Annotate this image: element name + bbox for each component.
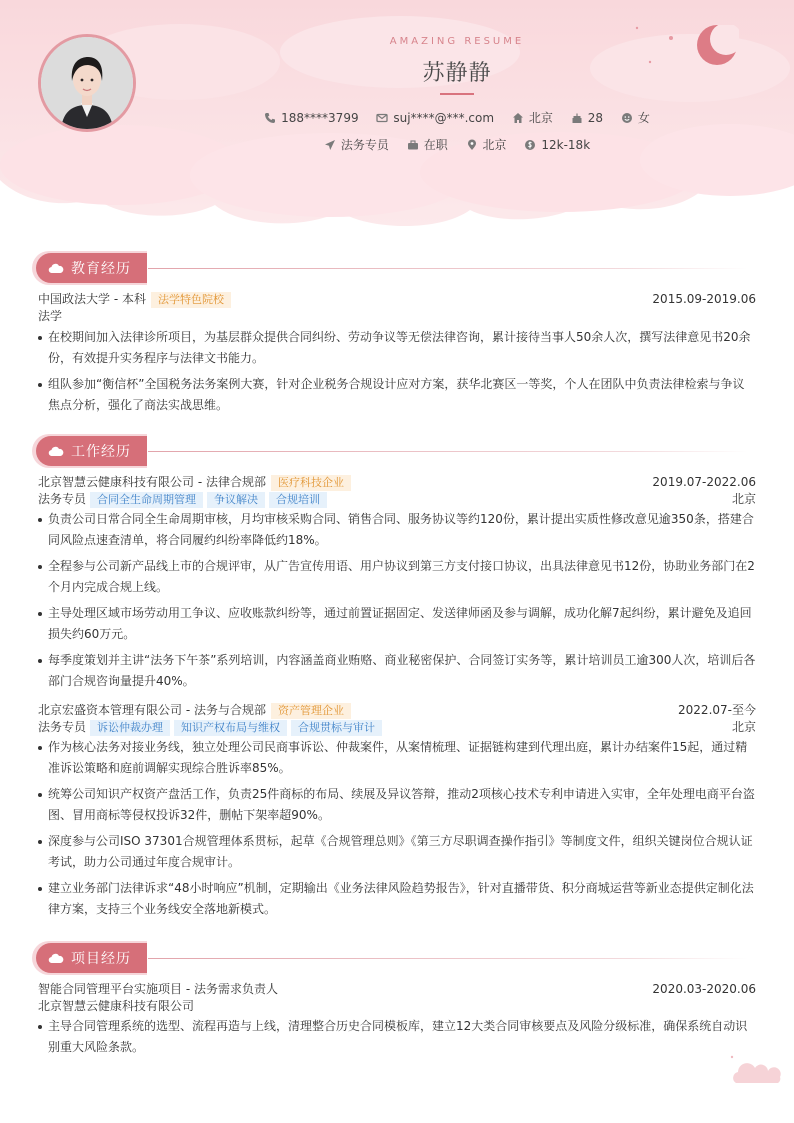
school-name: 中国政法大学 - 本科 [38, 292, 146, 306]
bullet-item: 主导合同管理系统的选型、流程再造与上线，清理整合历史合同模板库，建立12大类合同审核要点及风险分级标准，确保系统自动识别重大风险条款。 [38, 1016, 756, 1058]
resume-eyebrow: AMAZING RESUME [389, 36, 525, 47]
contact-email-text: suj****@***.com [393, 111, 495, 125]
section-pill [36, 943, 147, 973]
skill-tag: 合同全生命周期管理 [90, 492, 203, 508]
contact-gender [621, 109, 650, 126]
contact-phone [264, 111, 358, 125]
skill-tag: 知识产权布局与维权 [174, 720, 287, 736]
work-bullets [38, 509, 756, 692]
section-divider [148, 958, 748, 959]
name-underline [440, 93, 474, 95]
job-intent-row [0, 136, 794, 153]
project-org: 北京智慧云健康科技有限公司 [38, 999, 195, 1013]
school-tag: 法学特色院校 [151, 292, 231, 308]
bullet-item: 负责公司日常合同全生命周期审核，月均审核采购合同、销售合同、服务协议等约120份，累计提出实质性修改意见逾350条，搭建合同风险点速查清单，将合同履约纠纷率降低约18%。 [38, 509, 756, 551]
project-bullets [38, 1016, 756, 1058]
work-date: 2019.07-2022.06 [652, 475, 756, 489]
bullet-item: 深度参与公司ISO 37301合规管理体系贯标，起草《合规管理总则》《第三方尽职调查操作指引》等制度文件，组织关键岗位合规认证考试，助力公司通过年度合规审计。 [38, 831, 756, 873]
intent-salary [524, 138, 590, 152]
bullet-item: 组队参加“衡信杯”全国税务法务案例大赛，针对企业税务合规设计应对方案，获华北赛区一等奖，个人在团队中负责法律检索与争议焦点分析，强化了商法实战思维。 [38, 374, 756, 416]
cloud-decoration-icon [730, 1055, 786, 1087]
section-pill [36, 436, 147, 466]
intent-city-text: 北京 [482, 138, 507, 152]
work-date: 2022.07-至今 [678, 703, 756, 717]
skill-tag: 诉讼仲裁办理 [90, 720, 170, 736]
section-title: 工作经历 [71, 444, 131, 460]
bullet-item: 建立业务部门法律诉求“48小时响应”机制，定期输出《业务法律风险趋势报告》，针对直播带货、积分商城运营等新业态提供定制化法律方案，支持三个业务线安全落地新模式。 [38, 878, 756, 920]
section-title: 项目经历 [71, 951, 131, 967]
project-entry [38, 981, 756, 1058]
intent-city [466, 136, 507, 153]
work-role-row [38, 719, 756, 736]
bullet-item: 统筹公司知识产权资产盘活工作，负责25件商标的布局、续展及异议答辩，推动2项核心技术专利申请进入实审，全年处理电商平台盗图、冒用商标等侵权投诉32件，删帖下架率超90%。 [38, 784, 756, 826]
bullet-item: 主导处理区域市场劳动用工争议、应收账款纠纷等，通过前置证据固定、发送律师函及参与调解，成功化解7起纠纷，累计避免及追回损失约60万元。 [38, 603, 756, 645]
cloud-icon [48, 446, 64, 456]
cake-icon [571, 112, 583, 124]
cloud-icon [48, 263, 64, 273]
skill-tag: 合规贯标与审计 [291, 720, 382, 736]
home-icon [512, 112, 524, 124]
bullet-item: 在校期间加入法律诊所项目，为基层群众提供合同纠纷、劳动争议等无偿法律咨询，累计接待当事人50余人次，撰写法律意见书20余份，有效提升实务程序与法律文书能力。 [38, 327, 756, 369]
contact-city [512, 109, 553, 126]
contact-gender-text: 女 [637, 111, 650, 125]
send-icon [324, 139, 336, 151]
location-pin-icon [466, 139, 478, 151]
work-entry-1 [38, 474, 756, 692]
candidate-name: 苏静静 [422, 61, 492, 86]
resume-header [0, 0, 794, 235]
education-bullets [38, 327, 756, 416]
company-tag: 医疗科技企业 [271, 475, 351, 491]
intent-position [324, 136, 389, 153]
section-divider [148, 268, 748, 269]
phone-icon [264, 112, 276, 124]
section-divider [148, 451, 748, 452]
section-header-project [36, 943, 756, 975]
section-header-work [36, 436, 756, 468]
section-title: 教育经历 [71, 261, 131, 277]
bullet-item: 每季度策划并主讲“法务下午茶”系列培训，内容涵盖商业贿赂、商业秘密保护、合同签订实务等，累计培训员工逾300人次，培训后各部门合规咨询量提升40%。 [38, 650, 756, 692]
major-row [38, 308, 756, 325]
skill-tag: 合规培训 [269, 492, 327, 508]
intent-status-text: 在职 [423, 138, 448, 152]
job-role: 法务专员 [38, 720, 87, 734]
work-bullets [38, 737, 756, 920]
intent-status [407, 136, 448, 153]
briefcase-icon [407, 139, 419, 151]
contact-email [376, 111, 494, 125]
work-title-row [38, 702, 756, 719]
intent-salary-text: 12k-18k [541, 138, 591, 152]
contact-phone-text: 188****3799 [281, 111, 359, 125]
work-entry-2 [38, 702, 756, 920]
work-city: 北京 [731, 492, 756, 506]
education-entry [38, 291, 756, 416]
section-header-education [36, 253, 756, 285]
work-role-row [38, 491, 756, 508]
education-date: 2015.09-2019.06 [652, 292, 756, 306]
contact-age-text: 28 [587, 111, 604, 125]
intent-position-text: 法务专员 [340, 138, 389, 152]
company-name: 北京智慧云健康科技有限公司 - 法律合规部 [38, 475, 266, 489]
mail-icon [376, 112, 388, 124]
contact-row [0, 109, 794, 126]
work-city: 北京 [731, 720, 756, 734]
smile-icon [621, 112, 633, 124]
bullet-item: 作为核心法务对接业务线，独立处理公司民商事诉讼、仲裁案件，从案情梳理、证据链构建到代理出庭，累计办结案件15起，通过精准诉讼策略和庭前调解实现综合胜诉率85%。 [38, 737, 756, 779]
section-pill [36, 253, 147, 283]
project-org-row [38, 998, 756, 1015]
cloud-icon [48, 953, 64, 963]
contact-age [571, 111, 603, 125]
skill-tag: 争议解决 [207, 492, 265, 508]
job-role: 法务专员 [38, 492, 87, 506]
major: 法学 [38, 309, 63, 323]
project-date: 2020.03-2020.06 [652, 982, 756, 996]
bullet-item: 全程参与公司新产品线上市的合规评审，从广告宣传用语、用户协议到第三方支付接口协议，出具法律意见书12份，协助业务部门在2个月内完成合规上线。 [38, 556, 756, 598]
project-title-row [38, 981, 756, 998]
company-name: 北京宏盛资本管理有限公司 - 法务与合规部 [38, 703, 266, 717]
company-tag: 资产管理企业 [271, 703, 351, 719]
work-title-row [38, 474, 756, 491]
project-name: 智能合同管理平台实施项目 - 法务需求负责人 [38, 982, 278, 996]
money-icon [524, 139, 536, 151]
education-title-row [38, 291, 756, 308]
contact-city-text: 北京 [528, 111, 553, 125]
